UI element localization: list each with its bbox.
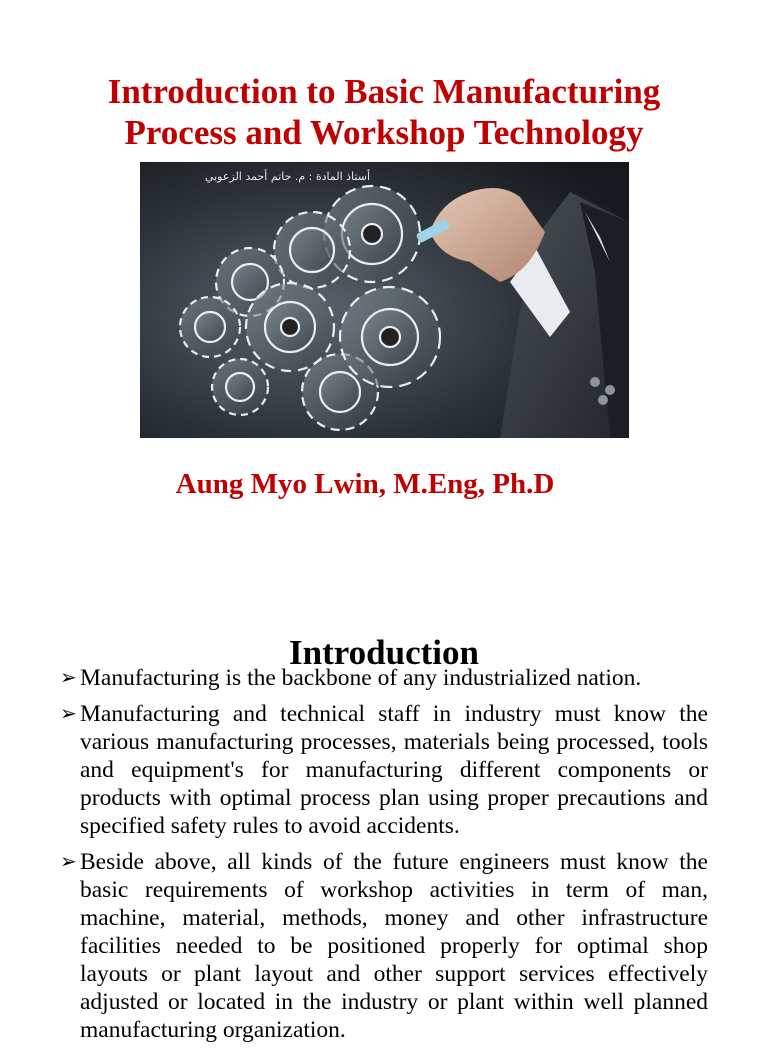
bullet-text: Beside above, all kinds of the future engineers must know the basic requirements of workshop activities in term of man, machine, material, methods, money and other infrastructure facilities needed to be positioned properly for optimal shop layouts or plant layout and other support services effectively adjusted or located in the industry or plant within well planned manufacturing organization. [80,849,708,1043]
author-name: Aung Myo Lwin, M.Eng, Ph.D [175,468,555,500]
image-caption: أستاذ المادة : م. حاتم أحمد الزعوبي [204,170,370,183]
list-item [60,848,708,1044]
title-line-1: Introduction to Basic Manufacturing [107,72,661,112]
introduction-slide [0,560,768,1043]
bullet-text: Manufacturing is the backbone of any industrialized nation. [80,665,642,691]
list-item [60,700,708,840]
document-title [0,71,768,153]
bullet-list [60,664,708,1052]
title-line-2: Process and Workshop Technology [124,113,644,153]
arrow-bullet-icon: ➢ [60,667,77,689]
list-item [60,664,708,692]
arrow-bullet-icon: ➢ [60,851,77,873]
gears-illustration [140,162,629,438]
arrow-bullet-icon: ➢ [60,703,77,725]
gears-image [140,162,629,438]
bullet-text: Manufacturing and technical staff in industry must know the various manufacturing processes, materials being processed, tools and equipment's for manufacturing different components or products with optimal process plan using proper precautions and specified safety rules to avoid accidents. [80,701,708,839]
section-heading: Introduction [289,633,479,673]
